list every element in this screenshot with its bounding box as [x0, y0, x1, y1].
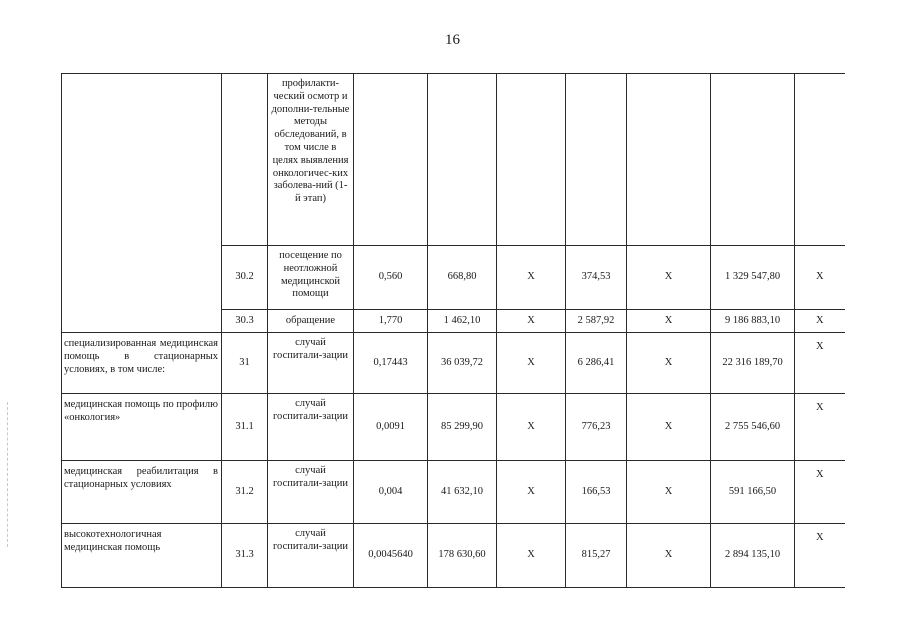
- cost-cell: 85 299,90: [428, 394, 497, 461]
- service-name-cell: [62, 74, 222, 333]
- col6-cell: X: [497, 246, 566, 310]
- col6-cell: [497, 74, 566, 246]
- col9-cell: 9 186 883,10: [711, 310, 795, 333]
- page-number: 16: [445, 32, 460, 48]
- unit-cell: случай госпитали-зации: [268, 394, 354, 461]
- col10-cell: [795, 74, 845, 246]
- unit-cell: посещение по неотложной медицинской помощи: [268, 246, 354, 310]
- cost-cell: 668,80: [428, 246, 497, 310]
- col8-cell: X: [627, 524, 711, 588]
- col6-cell: X: [497, 333, 566, 394]
- table-row: [62, 524, 845, 588]
- col10-cell: X: [795, 333, 845, 394]
- col7-cell: 2 587,92: [566, 310, 627, 333]
- norm-cell: 0,560: [354, 246, 428, 310]
- col7-cell: 815,27: [566, 524, 627, 588]
- col6-cell: X: [497, 310, 566, 333]
- col8-cell: X: [627, 461, 711, 524]
- col7-cell: [566, 74, 627, 246]
- cost-cell: 41 632,10: [428, 461, 497, 524]
- col6-cell: X: [497, 524, 566, 588]
- service-name-cell: медицинская помощь по профилю «онкология»: [62, 394, 222, 461]
- norm-cell: 1,770: [354, 310, 428, 333]
- col7-cell: 6 286,41: [566, 333, 627, 394]
- col10-cell: X: [795, 394, 845, 461]
- col7-cell: 166,53: [566, 461, 627, 524]
- col10-cell: X: [795, 461, 845, 524]
- code-cell: 31.3: [222, 524, 268, 588]
- col8-cell: X: [627, 246, 711, 310]
- col9-cell: 22 316 189,70: [711, 333, 795, 394]
- norm-cell: [354, 74, 428, 246]
- cost-cell: 178 630,60: [428, 524, 497, 588]
- unit-cell: профилакти-ческий осмотр и дополни-тельные методы обследований, в том числе в целях выявления онкологичес-ких заболева-ний (1-й этап): [268, 74, 354, 246]
- service-name-cell: высокотехнологичная медицинская помощь: [62, 524, 222, 588]
- table-row: [62, 333, 845, 394]
- col8-cell: X: [627, 394, 711, 461]
- table-row: [62, 461, 845, 524]
- code-cell: 31.2: [222, 461, 268, 524]
- table-row: [62, 394, 845, 461]
- norm-cell: 0,004: [354, 461, 428, 524]
- unit-cell: случай госпитали-зации: [268, 524, 354, 588]
- cost-cell: 36 039,72: [428, 333, 497, 394]
- col9-cell: 591 166,50: [711, 461, 795, 524]
- service-name-cell: специализированная медицинская помощь в стационарных условиях, в том числе:: [62, 333, 222, 394]
- col6-cell: X: [497, 461, 566, 524]
- col9-cell: [711, 74, 795, 246]
- col8-cell: X: [627, 333, 711, 394]
- unit-cell: случай госпитали-зации: [268, 461, 354, 524]
- cost-cell: [428, 74, 497, 246]
- col9-cell: 1 329 547,80: [711, 246, 795, 310]
- col8-cell: X: [627, 310, 711, 333]
- code-cell: 31.1: [222, 394, 268, 461]
- unit-cell: случай госпитали-зации: [268, 333, 354, 394]
- col10-cell: X: [795, 310, 845, 333]
- col9-cell: 2 755 546,60: [711, 394, 795, 461]
- table-row: [62, 74, 845, 246]
- code-cell: 30.3: [222, 310, 268, 333]
- unit-cell: обращение: [268, 310, 354, 333]
- code-cell: [222, 74, 268, 246]
- tariff-table: [61, 73, 845, 588]
- col7-cell: 776,23: [566, 394, 627, 461]
- norm-cell: 0,0045640: [354, 524, 428, 588]
- code-cell: 31: [222, 333, 268, 394]
- scan-margin-mark: [7, 402, 9, 547]
- col7-cell: 374,53: [566, 246, 627, 310]
- col8-cell: [627, 74, 711, 246]
- norm-cell: 0,0091: [354, 394, 428, 461]
- col9-cell: 2 894 135,10: [711, 524, 795, 588]
- cost-cell: 1 462,10: [428, 310, 497, 333]
- col10-cell: X: [795, 524, 845, 588]
- code-cell: 30.2: [222, 246, 268, 310]
- service-name-cell: медицинская реабилитация в стационарных условиях: [62, 461, 222, 524]
- col6-cell: X: [497, 394, 566, 461]
- col10-cell: X: [795, 246, 845, 310]
- norm-cell: 0,17443: [354, 333, 428, 394]
